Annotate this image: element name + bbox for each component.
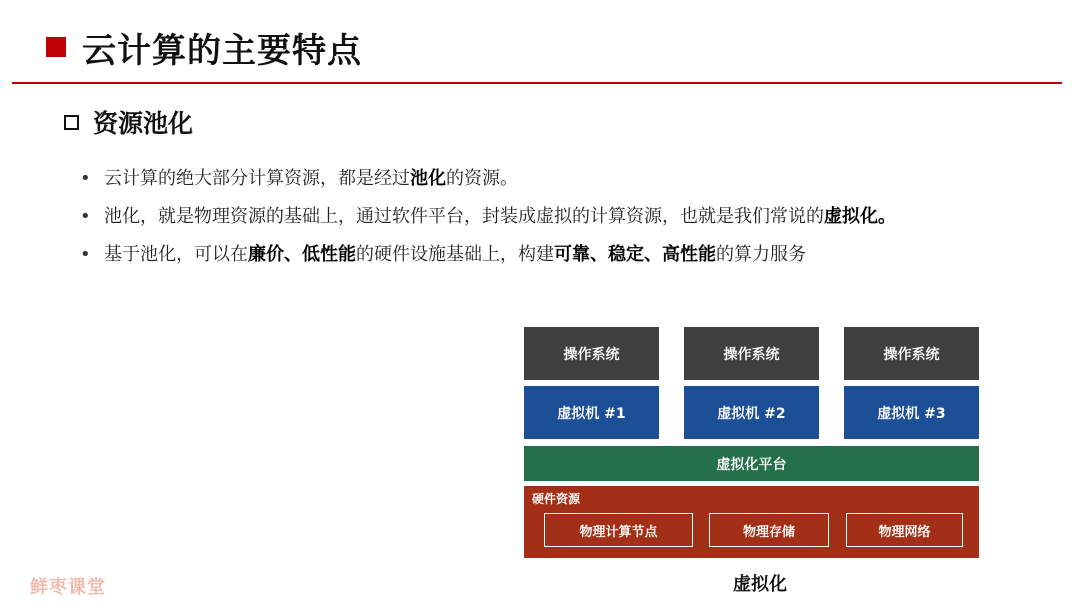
section-heading [64, 104, 193, 140]
watermark-logo: 鲜枣课堂 [30, 577, 106, 598]
title-divider [12, 82, 1062, 84]
bullet-run: 的资源。 [446, 168, 518, 189]
bullet-dot-icon: • [80, 244, 91, 265]
bullet-emphasis: 虚拟化。 [824, 206, 896, 227]
virtualization-platform-box: 虚拟化平台 [524, 446, 979, 481]
bullet-item-1 [80, 164, 896, 202]
slide-title: 云计算的主要特点 [82, 30, 362, 71]
hardware-item-network: 物理网络 [846, 513, 963, 547]
os-box-2: 操作系统 [684, 327, 819, 380]
bullet-dot-icon: • [80, 206, 91, 227]
bullet-run: 基于池化，可以在 [104, 244, 248, 265]
bullet-run: 池化，就是物理资源的基础上，通过软件平台，封装成虚拟的计算资源，也就是我们常说的 [104, 206, 824, 227]
vm-box-1: 虚拟机 #1 [524, 386, 659, 439]
bullet-run: 的硬件设施基础上，构建 [356, 244, 554, 265]
bullet-run: 的算力服务 [716, 244, 806, 265]
bullet-emphasis: 可靠、稳定、高性能 [554, 244, 716, 265]
bullet-emphasis: 池化 [410, 168, 446, 189]
hardware-item-storage: 物理存储 [709, 513, 829, 547]
bullet-run: 云计算的绝大部分计算资源，都是经过 [104, 168, 410, 189]
bullet-item-3 [80, 240, 896, 278]
section-bullet-icon [64, 115, 79, 130]
title-marker-square [46, 37, 66, 57]
vm-box-3: 虚拟机 #3 [844, 386, 979, 439]
bullet-text [104, 202, 896, 240]
bullet-text [104, 240, 806, 278]
section-title: 资源池化 [93, 109, 194, 138]
diagram-caption: 虚拟化 [733, 574, 787, 595]
hardware-label: 硬件资源 [532, 492, 581, 506]
os-box-1: 操作系统 [524, 327, 659, 380]
vm-box-2: 虚拟机 #2 [684, 386, 819, 439]
hardware-resources-box [524, 486, 979, 558]
bullet-text [104, 164, 518, 202]
os-box-3: 操作系统 [844, 327, 979, 380]
bullet-list [80, 164, 896, 278]
bullet-dot-icon: • [80, 168, 91, 189]
hardware-item-compute: 物理计算节点 [544, 513, 693, 547]
slide-title-bar [46, 22, 362, 72]
bullet-item-2 [80, 202, 896, 240]
virtualization-diagram [524, 327, 979, 559]
bullet-emphasis: 廉价、低性能 [248, 244, 356, 265]
